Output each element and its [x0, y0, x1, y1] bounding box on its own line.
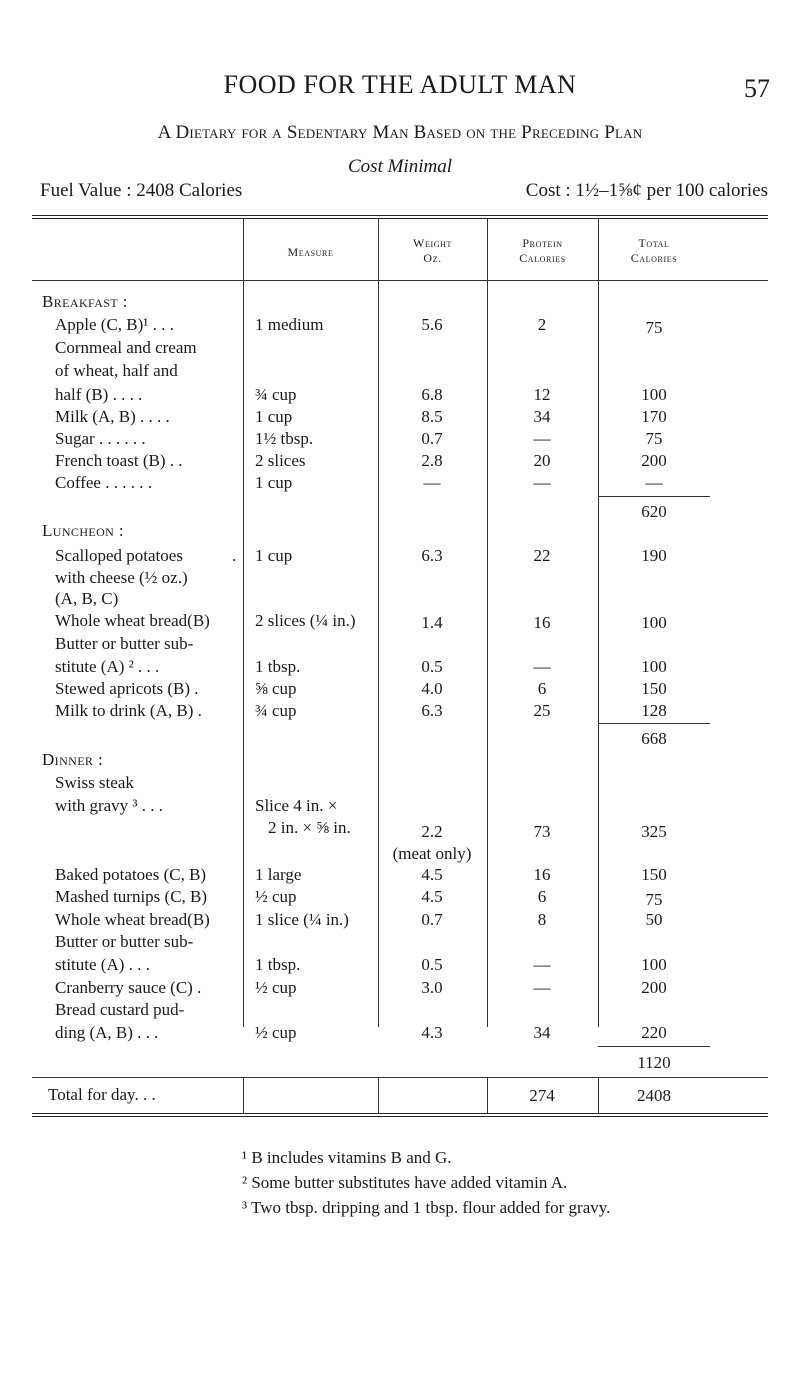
row-protein: 22: [533, 546, 551, 565]
table-subtitle: Cost Minimal: [348, 156, 452, 177]
row-weight: 0.5: [421, 657, 443, 676]
table-title: A Dietary for a Sedentary Man Based on the Preceding Plan: [157, 122, 643, 143]
row-weight: 6.3: [421, 701, 443, 720]
row-measure: 1½ tbsp.: [255, 429, 314, 448]
running-head: FOOD FOR THE ADULT MAN: [223, 70, 577, 99]
subtotal-rule: [598, 723, 710, 724]
row-total: 100: [641, 613, 667, 632]
page-header: [0, 70, 800, 110]
subtotal-rule: [598, 1046, 710, 1047]
row-measure: 1 cup: [255, 407, 293, 426]
col-weight-l2: Oz.: [423, 251, 442, 265]
row-label: Sugar . . . . . .: [55, 429, 146, 448]
header-rule: [32, 280, 768, 281]
subtotal-rule: [598, 496, 710, 497]
row-total: 200: [641, 978, 667, 997]
row-label: Cranberry sauce (C) .: [55, 978, 202, 997]
row-label-cont: stitute (A) ² . . .: [55, 657, 160, 676]
row-protein: 6: [537, 887, 547, 906]
table-bottom-rule: [32, 1113, 768, 1114]
col-protein: [487, 236, 598, 266]
col-protein-l1: Protein: [522, 236, 563, 250]
total-label: Total for day. . .: [48, 1085, 156, 1104]
row-total: 325: [641, 822, 667, 841]
row-protein: 6: [537, 679, 547, 698]
row-total: 100: [641, 955, 667, 974]
row-protein: 73: [533, 822, 551, 841]
subtotal-dinner: 1120: [637, 1053, 671, 1072]
row-measure: Slice 4 in. ×: [255, 796, 338, 815]
row-measure: ¾ cup: [255, 701, 297, 720]
row-total: 100: [641, 385, 667, 404]
cost-value: Cost : 1½–1⅝¢ per 100 calories: [525, 180, 768, 201]
row-leader: .: [232, 546, 237, 565]
col-divider: [598, 1077, 599, 1113]
row-label: French toast (B) . .: [55, 451, 183, 470]
row-weight: 4.5: [421, 865, 443, 884]
section-dinner: Dinner :: [42, 750, 104, 769]
page-number: 57: [744, 74, 770, 103]
row-weight: 6.3: [421, 546, 443, 565]
row-measure: ⅝ cup: [255, 679, 297, 698]
row-measure-cont: 2 in. × ⅝ in.: [268, 818, 351, 837]
row-protein: 25: [533, 701, 551, 720]
row-label-cont: with cheese (½ oz.): [55, 568, 188, 587]
row-label: Whole wheat bread(B): [55, 611, 210, 630]
col-weight-l1: Weight: [413, 236, 452, 250]
row-label: Swiss steak: [55, 773, 134, 792]
footnote-3: ³ Two tbsp. dripping and 1 tbsp. flour added for gravy.: [242, 1198, 611, 1217]
row-total: 128: [641, 701, 667, 720]
row-measure: 1 cup: [255, 473, 293, 492]
row-label: Scalloped potatoes: [55, 546, 183, 565]
row-weight: 4.0: [421, 679, 443, 698]
row-protein: —: [533, 473, 551, 492]
row-protein: 16: [533, 865, 551, 884]
row-total: 150: [641, 865, 667, 884]
row-total: 220: [641, 1023, 667, 1042]
subtotal-luncheon: 668: [641, 729, 667, 748]
row-weight: 1.4: [421, 613, 443, 632]
col-total-l2: Calories: [630, 251, 678, 265]
row-weight: 6.8: [421, 385, 443, 404]
row-protein: —: [533, 429, 551, 448]
row-protein: —: [533, 978, 551, 997]
row-weight: 2.8: [421, 451, 443, 470]
col-divider: [487, 1077, 488, 1113]
row-label-cont: ding (A, B) . . .: [55, 1023, 159, 1042]
row-measure: ½ cup: [255, 1023, 297, 1042]
row-measure: 1 tbsp.: [255, 657, 301, 676]
row-total: 150: [641, 679, 667, 698]
row-total: 170: [641, 407, 667, 426]
row-weight-note: (meat only): [392, 844, 472, 863]
section-luncheon: Luncheon :: [42, 521, 125, 540]
col-weight: [378, 236, 487, 266]
fuel-value: Fuel Value : 2408 Calories: [40, 180, 243, 201]
row-label: Cornmeal and cream: [55, 338, 197, 357]
row-measure: 1 slice (¼ in.): [255, 910, 349, 929]
row-weight: 5.6: [421, 315, 443, 334]
row-protein: —: [533, 657, 551, 676]
row-protein: 8: [537, 910, 547, 929]
row-label: Mashed turnips (C, B): [55, 887, 208, 906]
total-rule: [32, 1077, 768, 1078]
row-label-cont: with gravy ³ . . .: [55, 796, 164, 815]
row-measure: ½ cup: [255, 978, 297, 997]
row-weight: —: [423, 473, 441, 492]
row-measure: 2 slices (¼ in.): [255, 611, 356, 630]
footnote-2: ² Some butter substitutes have added vitamin A.: [242, 1173, 568, 1192]
row-label: Butter or butter sub-: [55, 932, 194, 951]
row-weight: 4.3: [421, 1023, 443, 1042]
row-measure: ¾ cup: [255, 385, 297, 404]
row-protein: 12: [533, 385, 551, 404]
row-total: 75: [645, 890, 663, 909]
col-total-l1: Total: [638, 236, 670, 250]
row-measure: 1 cup: [255, 546, 293, 565]
row-weight: 0.7: [421, 429, 443, 448]
row-total: 75: [645, 318, 663, 337]
row-label: Milk to drink (A, B) .: [55, 701, 202, 720]
col-divider: [243, 1077, 244, 1113]
row-measure: 1 tbsp.: [255, 955, 301, 974]
row-protein: 16: [533, 613, 551, 632]
row-total: —: [645, 473, 663, 492]
row-label: Coffee . . . . . .: [55, 473, 152, 492]
row-label: Baked potatoes (C, B): [55, 865, 207, 884]
col-divider: [378, 1077, 379, 1113]
row-weight: 2.2: [421, 822, 443, 841]
row-label: Bread custard pud-: [55, 1000, 185, 1019]
row-label: Stewed apricots (B) .: [55, 679, 199, 698]
row-protein: 20: [533, 451, 551, 470]
row-total: 50: [645, 910, 663, 929]
row-weight: 3.0: [421, 978, 443, 997]
row-protein: —: [533, 955, 551, 974]
footnote-1: ¹ B includes vitamins B and G.: [242, 1148, 452, 1167]
row-protein: 34: [533, 1023, 551, 1042]
row-label: Butter or butter sub-: [55, 634, 194, 653]
row-total: 75: [645, 429, 663, 448]
row-label: Milk (A, B) . . . .: [55, 407, 170, 426]
row-weight: 8.5: [421, 407, 443, 426]
row-protein: 2: [537, 315, 547, 334]
col-protein-l2: Calories: [519, 251, 566, 265]
row-label-cont: of wheat, half and: [55, 361, 178, 380]
row-total: 200: [641, 451, 667, 470]
row-label: Apple (C, B)¹ . . .: [55, 315, 174, 334]
row-measure: ½ cup: [255, 887, 297, 906]
row-measure: 1 medium: [255, 315, 324, 334]
row-total: 190: [641, 546, 667, 565]
row-label-cont: stitute (A) . . .: [55, 955, 150, 974]
table-top-rule: [32, 215, 768, 216]
row-measure: 1 large: [255, 865, 302, 884]
row-label-cont: (A, B, C): [55, 589, 119, 608]
row-weight: 0.5: [421, 955, 443, 974]
table-top-rule-2: [32, 218, 768, 219]
table-bottom-rule-2: [32, 1116, 768, 1117]
section-breakfast: Breakfast :: [42, 292, 128, 311]
col-total: [598, 236, 710, 266]
col-divider: [243, 219, 244, 1027]
row-label-cont: half (B) . . . .: [55, 385, 143, 404]
total-calories: 2408: [637, 1086, 671, 1105]
row-total: 100: [641, 657, 667, 676]
col-measure: Measure: [287, 245, 334, 259]
row-measure: 2 slices: [255, 451, 306, 470]
row-weight: 0.7: [421, 910, 443, 929]
row-protein: 34: [533, 407, 551, 426]
total-protein: 274: [529, 1086, 555, 1105]
subtotal-breakfast: 620: [641, 502, 667, 521]
row-weight: 4.5: [421, 887, 443, 906]
row-label: Whole wheat bread(B): [55, 910, 210, 929]
